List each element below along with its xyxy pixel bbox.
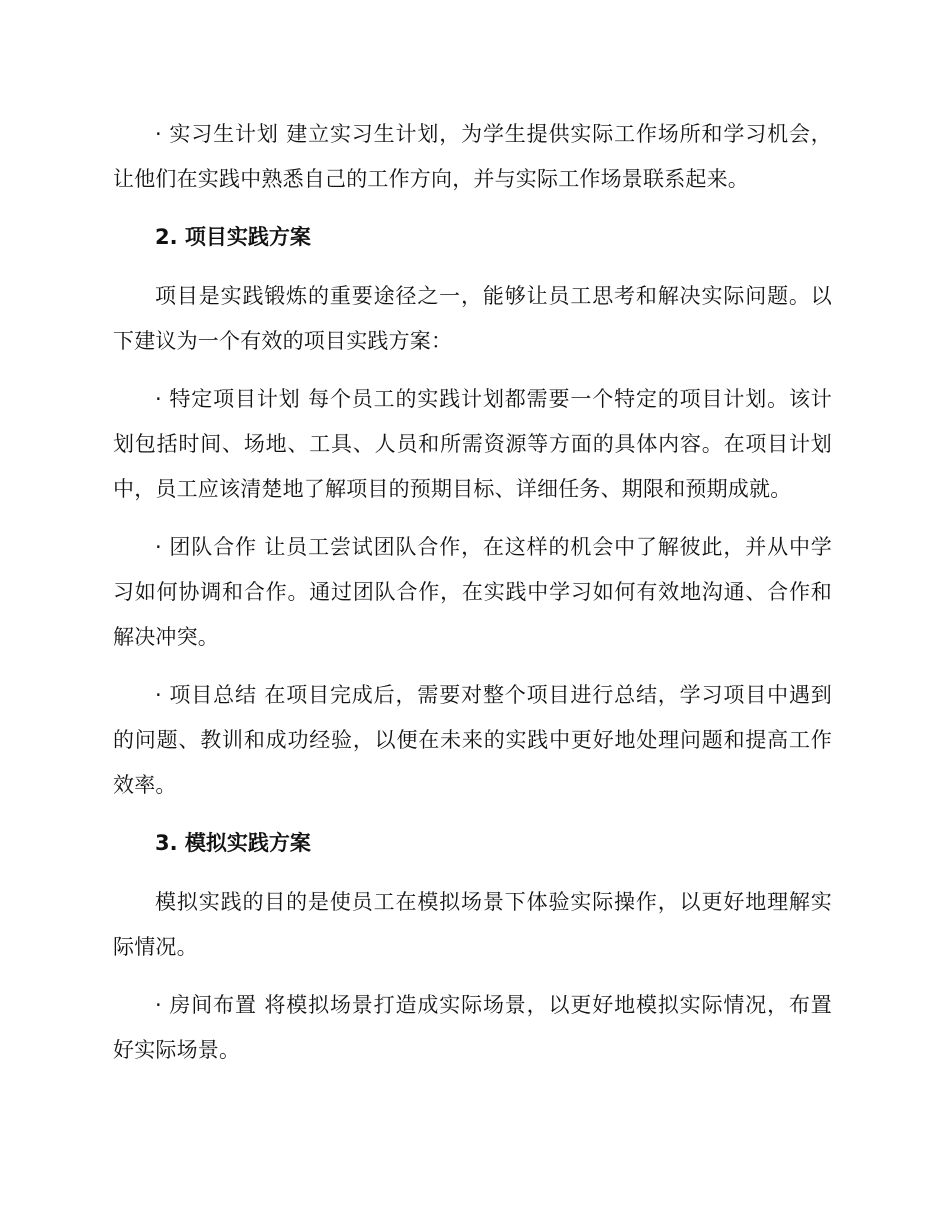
paragraph-project-summary: · 项目总结 在项目完成后，需要对整个项目进行总结，学习项目中遇到的问题、教训和成功经验，以便在未来的实践中更好地处理问题和提高工作效率。 [113, 683, 832, 797]
paragraph-specific-project-plan: · 特定项目计划 每个员工的实践计划都需要一个特定的项目计划。该计划包括时间、场地、工具、人员和所需资源等方面的具体内容。在项目计划中，员工应该清楚地了解项目的预期目标、详细任务、期限和预期成就。 [113, 387, 832, 501]
paragraph-internship-plan: · 实习生计划 建立实习生计划，为学生提供实际工作场所和学习机会，让他们在实践中熟悉自己的工作方向，并与实际工作场景联系起来。 [113, 122, 832, 191]
section-heading-project-practice: 2. 项目实践方案 [155, 225, 311, 249]
paragraph-simulation-intro: 模拟实践的目的是使员工在模拟场景下体验实际操作，以更好地理解实际情况。 [113, 890, 832, 959]
paragraph-project-intro: 项目是实践锻炼的重要途径之一，能够让员工思考和解决实际问题。以下建议为一个有效的项目实践方案： [113, 284, 832, 353]
paragraph-teamwork: · 团队合作 让员工尝试团队合作，在这样的机会中了解彼此，并从中学习如何协调和合作。通过团队合作，在实践中学习如何有效地沟通、合作和解决冲突。 [113, 535, 832, 649]
paragraph-room-layout: · 房间布置 将模拟场景打造成实际场景，以更好地模拟实际情况，布置好实际场景。 [113, 993, 832, 1062]
section-heading-simulation-practice: 3. 模拟实践方案 [155, 831, 311, 855]
document-page [113, 112, 832, 1086]
